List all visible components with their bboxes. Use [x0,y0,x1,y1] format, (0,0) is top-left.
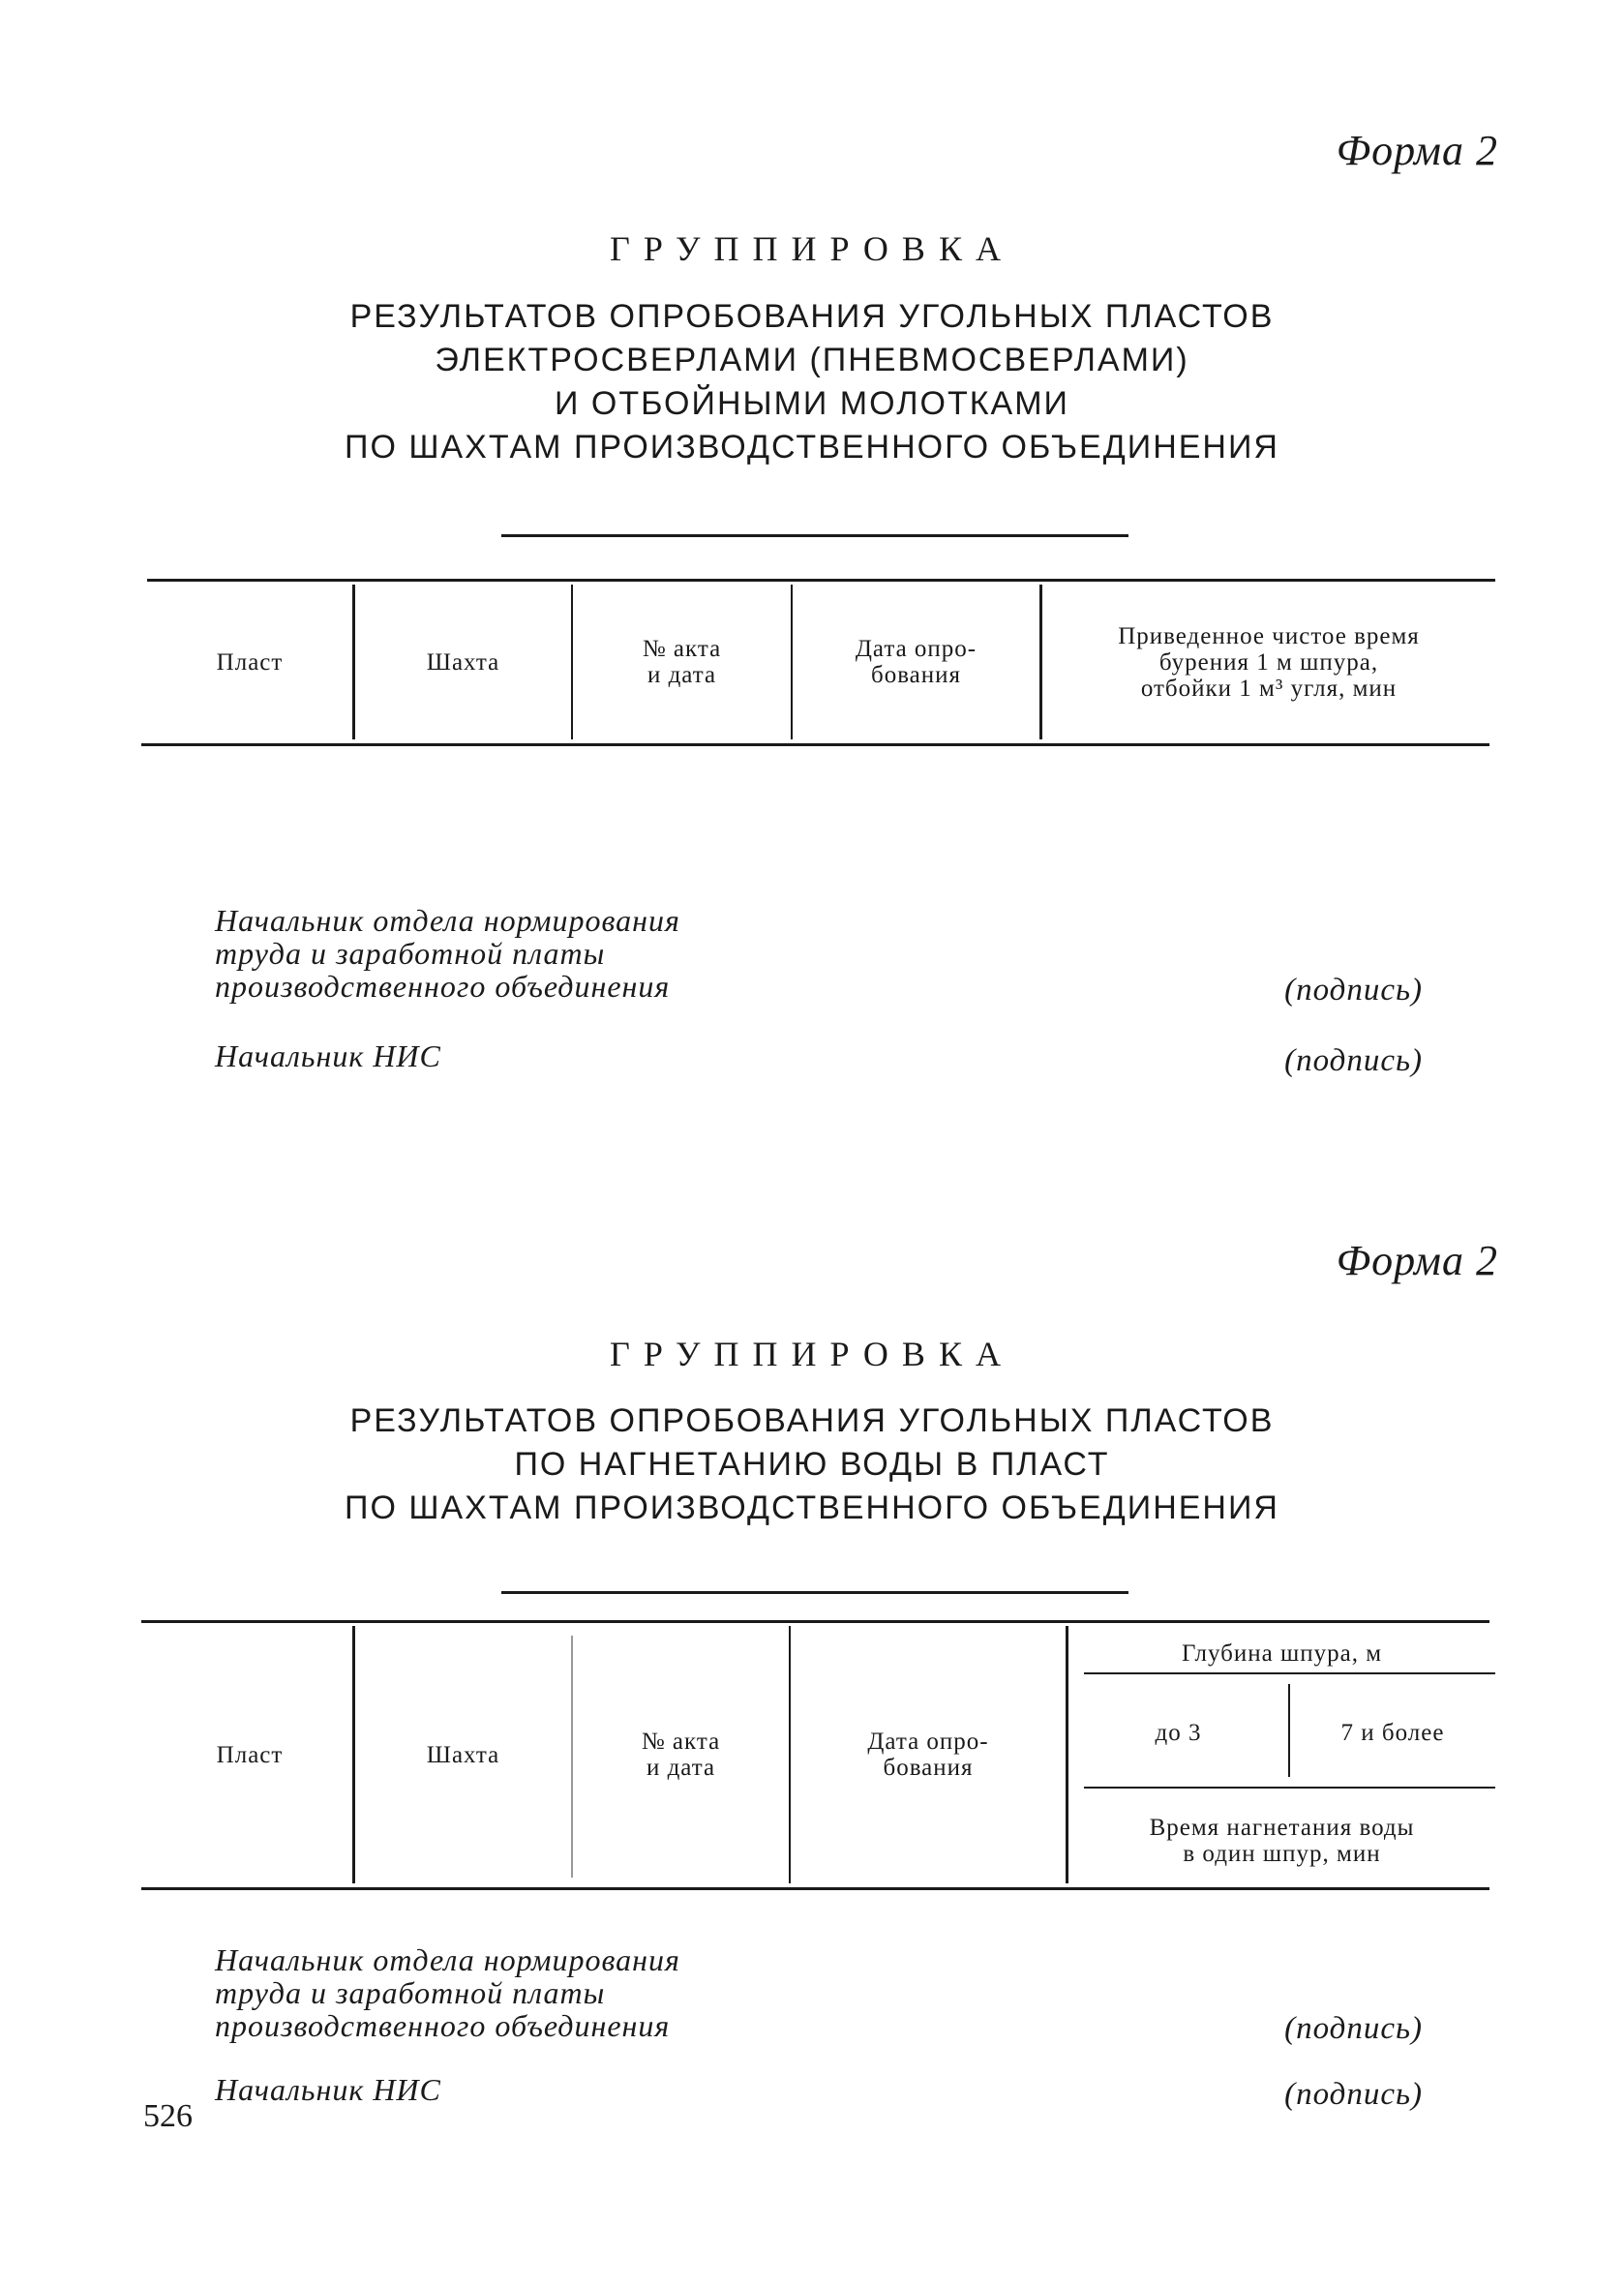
form1-title-line: И ОТБОЙНЫМИ МОЛОТКАМИ [555,385,1069,422]
col-header-vremya-line: Время нагнетания воды [1149,1815,1415,1841]
col-header-plast: Пласт [216,1741,284,1768]
col-header-vremya-line: Приведенное чистое время [1118,622,1420,649]
form1-title [0,295,1624,469]
col-header-data-line: бования [883,1755,974,1781]
table-bottom-border [141,1887,1489,1890]
col-header-data [791,1622,1066,1887]
page-number: 526 [143,2098,193,2134]
subcol-7-i-bolee: 7 и более [1340,1719,1445,1746]
form1-title-line: РЕЗУЛЬТАТОВ ОПРОБОВАНИЯ УГОЛЬНЫХ ПЛАСТОВ [349,298,1275,335]
signature-title-line: труда и заработной платы [215,936,606,971]
form2-title-rule [501,1591,1128,1594]
col-header-plast: Пласт [216,648,284,676]
col-header-shakhta: Шахта [426,648,500,676]
form1-title-rule [501,534,1128,537]
col-header-shakhta: Шахта [426,1741,500,1768]
col-header-akt-line: № акта [641,1729,721,1755]
col-header-akt-line: и дата [646,1755,716,1781]
col-header-data-line: бования [870,662,962,688]
signature-title-line: производственного объединения [215,2008,671,2043]
subheader-divider [1084,1787,1495,1789]
form1-label: Форма 2 [1336,127,1498,174]
col-header-data [793,581,1039,743]
form2-heading: ГРУППИРОВКА [610,1335,1014,1373]
col-header-vremya [1042,581,1495,743]
form2-chief-nis: Начальник НИС [215,2072,441,2107]
col-header-akt-line: № акта [642,636,722,662]
signature-title-line: Начальник отдела нормирования [215,903,680,938]
col-header-vremya-line: в один шпур, мин [1183,1841,1381,1867]
form2-title [0,1399,1624,1530]
form2-title-line: РЕЗУЛЬТАТОВ ОПРОБОВАНИЯ УГОЛЬНЫХ ПЛАСТОВ [349,1402,1275,1439]
form1-signature-block [215,904,680,1003]
form2-title-line: ПО ШАХТАМ ПРОИЗВОДСТВЕННОГО ОБЪЕДИНЕНИЯ [345,1489,1279,1526]
col-header-data-line: Дата опро- [855,636,977,662]
form1-title-line: ЭЛЕКТРОСВЕРЛАМИ (ПНЕВМОСВЕРЛАМИ) [435,342,1189,378]
table-bottom-border [141,743,1489,746]
form2-nis-signature-placeholder: (подпись) [1284,2077,1423,2112]
form1-heading: ГРУППИРОВКА [610,229,1014,268]
form2-label: Форма 2 [1336,1237,1498,1284]
form2-signature-placeholder: (подпись) [1284,2011,1423,2046]
form2-signature-block [215,1943,680,2042]
signature-title-line: производственного объединения [215,969,671,1004]
form1-nis-signature-placeholder: (подпись) [1284,1043,1423,1078]
form2-title-line: ПО НАГНЕТАНИЮ ВОДЫ В ПЛАСТ [514,1446,1110,1483]
col-header-data-line: Дата опро- [867,1729,989,1755]
col-header-akt [573,581,791,743]
signature-title-line: труда и заработной платы [215,1975,606,2010]
signature-title-line: Начальник отдела нормирования [215,1942,680,1977]
col-header-akt [573,1622,789,1887]
col-header-glubina: Глубина шпура, м [1181,1639,1383,1667]
col-header-vremya-line: отбойки 1 м³ угля, мин [1140,675,1398,702]
form1-signature-placeholder: (подпись) [1284,973,1423,1008]
form1-chief-nis: Начальник НИС [215,1038,441,1073]
col-header-vremya [1068,1810,1495,1872]
subcol-do3: до 3 [1155,1719,1202,1746]
col-header-akt-line: и дата [647,662,717,688]
subheader-divider [1084,1672,1495,1674]
form1-title-line: ПО ШАХТАМ ПРОИЗВОДСТВЕННОГО ОБЪЕДИНЕНИЯ [345,429,1279,466]
col-header-vremya-line: бурения 1 м шпура, [1158,648,1379,676]
